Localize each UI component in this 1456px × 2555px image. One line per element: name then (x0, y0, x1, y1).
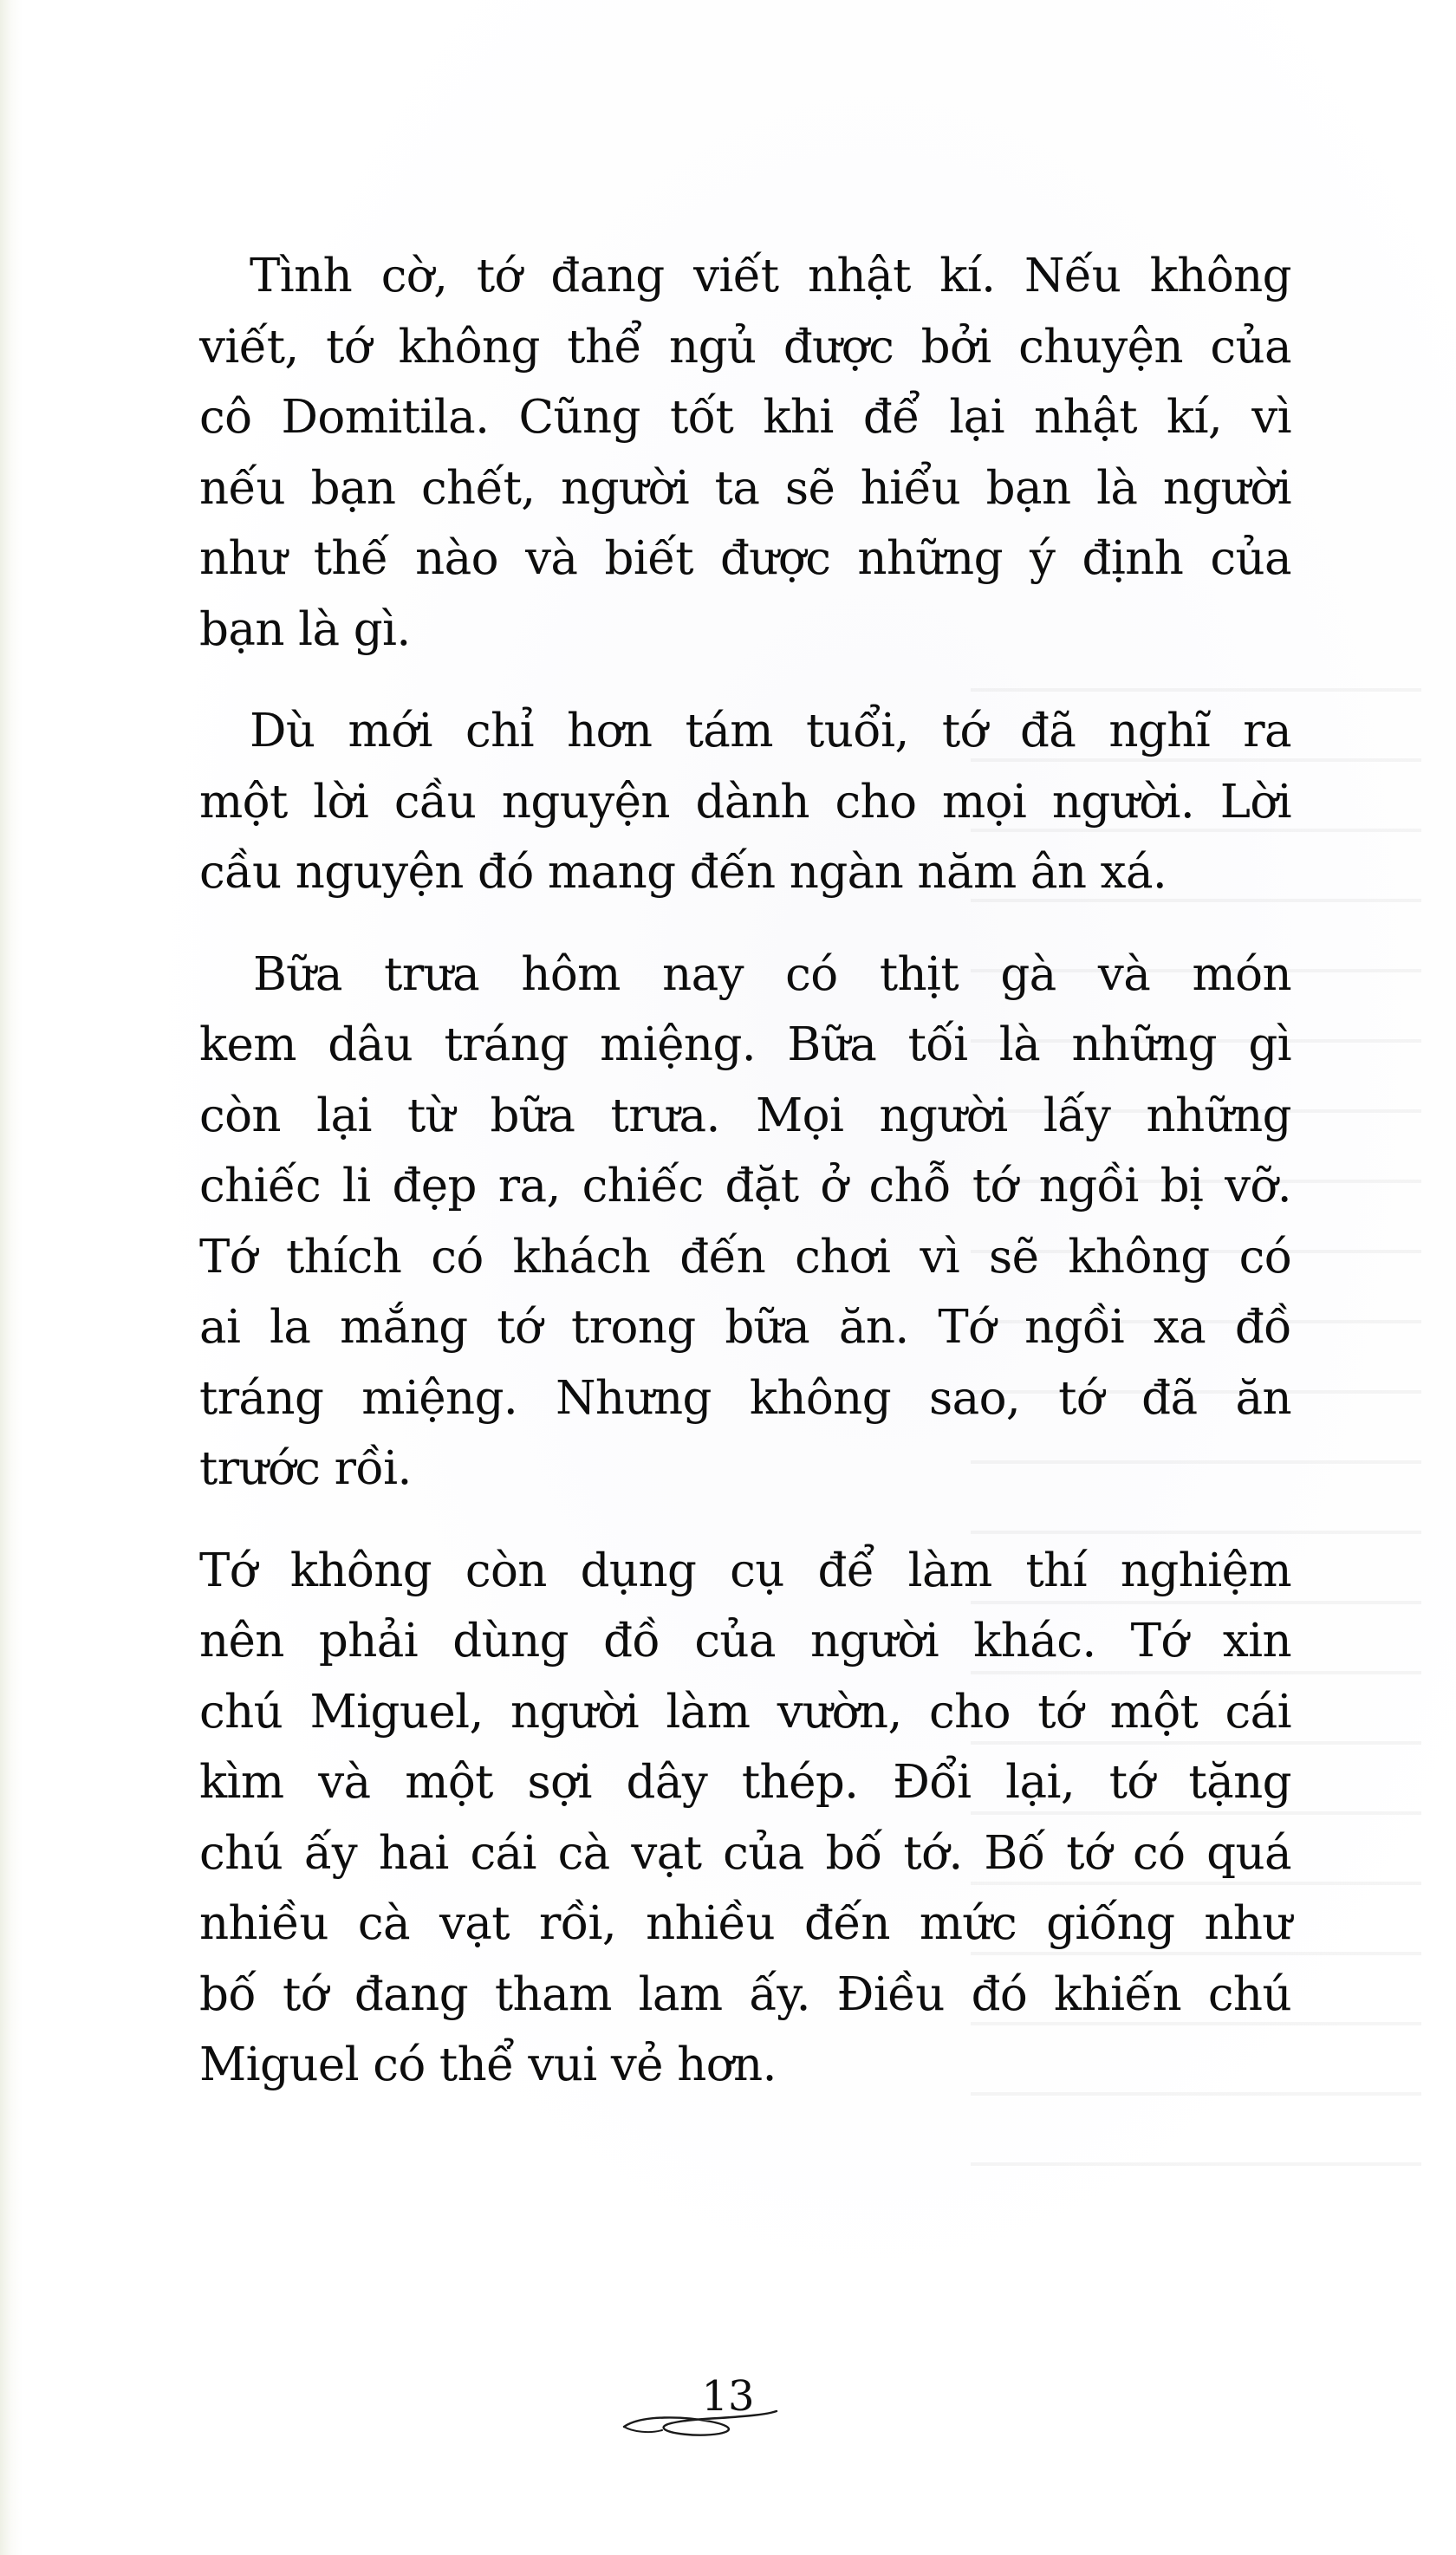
body-text (199, 241, 1291, 2101)
text-line: Tớ không còn dụng cụ để làm thí nghiệm (199, 1544, 1291, 1597)
text-line: còn lại từ bữa trưa. Mọi người lấy những (199, 1089, 1291, 1142)
paragraph-1 (199, 241, 1291, 665)
paragraph-4 (199, 1536, 1291, 2101)
text-line: bố tớ đang tham lam ấy. Điều đó khiến chú (199, 1967, 1291, 2021)
text-line: Miguel có thể vui vẻ hơn. (199, 2038, 777, 2091)
text-line: viết, tớ không thể ngủ được bởi chuyện của (199, 320, 1291, 374)
text-line: một lời cầu nguyện dành cho mọi người. Lời (199, 775, 1291, 829)
text-line: Tớ thích có khách đến chơi vì sẽ không có (199, 1230, 1291, 1284)
text-line: Bữa trưa hôm nay có thịt gà và món (253, 947, 1291, 1001)
text-line: như thế nào và biết được những ý định của (199, 532, 1291, 585)
text-line: kìm và một sợi dây thép. Đổi lại, tớ tặng (199, 1756, 1291, 1809)
text-line: bạn là gì. (199, 602, 411, 656)
paragraph-3 (199, 939, 1291, 1505)
text-line: chiếc li đẹp ra, chiếc đặt ở chỗ tớ ngồi bị vỡ. (199, 1160, 1291, 1212)
text-line: kem dâu tráng miệng. Bữa tối là những gì (199, 1018, 1291, 1071)
text-line: Dù mới chỉ hơn tám tuổi, tớ đã nghĩ ra (250, 705, 1291, 757)
text-line: nhiều cà vạt rồi, nhiều đến mức giống như (199, 1897, 1291, 1950)
flourish-ornament-icon (607, 2408, 797, 2442)
text-line: cầu nguyện đó mang đến ngàn năm ân xá. (199, 846, 1167, 899)
text-line: trước rồi. (199, 1442, 412, 1495)
text-line: chú Miguel, người làm vườn, cho tớ một cái (199, 1685, 1291, 1739)
page-number: 13 (701, 2372, 755, 2421)
text-line: ai la mắng tớ trong bữa ăn. Tớ ngồi xa đồ (199, 1301, 1291, 1354)
paragraph-2 (199, 696, 1291, 908)
text-line: Tình cờ, tớ đang viết nhật kí. Nếu không (250, 250, 1291, 302)
text-line: nên phải dùng đồ của người khác. Tớ xin (199, 1615, 1291, 1668)
text-line: cô Domitila. Cũng tốt khi để lại nhật kí, vì (199, 391, 1291, 444)
text-line: nếu bạn chết, người ta sẽ hiểu bạn là người (199, 461, 1291, 515)
text-line: chú ấy hai cái cà vạt của bố tớ. Bố tớ có quá (199, 1826, 1291, 1880)
text-line: tráng miệng. Nhưng không sao, tớ đã ăn (199, 1371, 1291, 1425)
